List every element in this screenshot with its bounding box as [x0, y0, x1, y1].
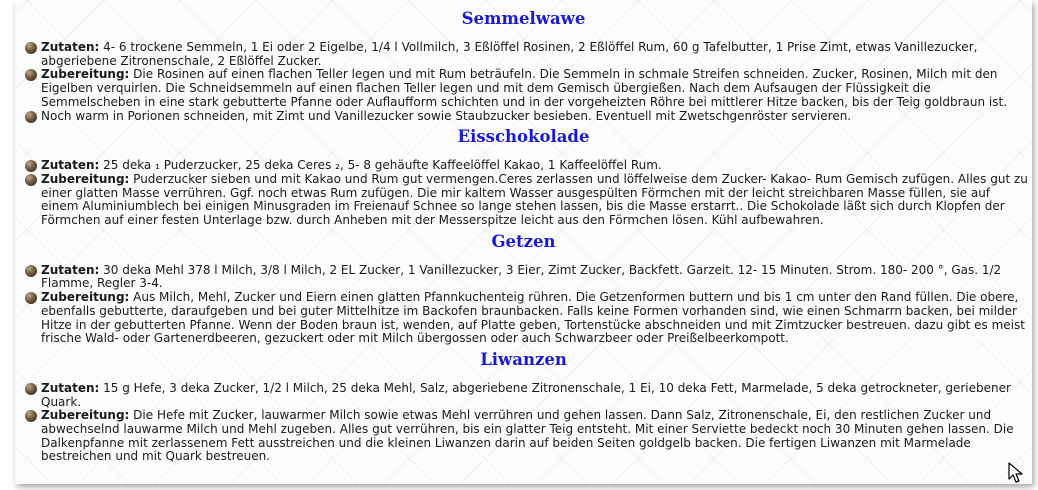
list-item: [15, 173, 1032, 228]
list-item: [15, 110, 1032, 124]
item-text: 30 deka Mehl 378 l Milch, 3/8 l Milch, 2 EL Zucker, 1 Vanillezucker, 3 Eier, Zimt Zucker, Backfett. Garzeit. 12- 15 Minuten. Strom. 180- 200 °, Gas. 1/2 Flamme, Regler 3-4.: [41, 262, 1002, 291]
item-text: Noch warm in Porionen schneiden, mit Zimt und Vanillezucker sowie Staubzucker besieben. Eventuell mit Zwetschgenröster servieren.: [41, 108, 852, 123]
item-label: Zutaten:: [41, 158, 100, 173]
item-label: Zubereitung:: [41, 67, 130, 82]
list-item: [15, 291, 1032, 346]
recipe-title-liwanzen: Liwanzen: [480, 349, 567, 369]
list-item: [15, 409, 1032, 464]
recipe-list-semmelwawe: [15, 41, 1032, 123]
mouse-cursor-icon: [1008, 462, 1024, 484]
list-item: [15, 382, 1032, 409]
bullet-icon: [25, 42, 37, 54]
item-text: 25 deka ₁ Puderzucker, 25 deka Ceres ₂, 5- 8 gehäufte Kaffeelöffel Kakao, 1 Kaffeelöffel Rum.: [99, 158, 662, 173]
item-label: Zubereitung:: [41, 408, 130, 423]
list-item: [15, 159, 1032, 173]
bullet-icon: [25, 383, 37, 395]
recipe-list-getzen: [15, 264, 1032, 346]
item-label: Zubereitung:: [41, 171, 130, 186]
item-label: Zutaten:: [41, 380, 100, 395]
bullet-icon: [25, 265, 37, 277]
list-item: [15, 264, 1032, 291]
item-text: Aus Milch, Mehl, Zucker und Eiern einen glatten Pfannkuchenteig rühren. Die Getzenformen buttern und bis 1 cm unter den Rand füllen. Die obere, ebenfalls gebutterte, daraufgeben und bei guter Mittelhitze im Backofen braunbacken. Falls keine Formen vorhanden sind, wie einen Schmarrn backen, bei milder Hitze in der gebutterten Pfanne. Wenn der Boden braun ist, wenden, auf Platte geben, Tortenstücke abschneiden und mit Zimtzucker bestreuen. dazu gibt es meist frische Wald- oder Gartenerdbeeren, gezuckert oder mit Milch übergossen oder auch Schwarzbeer oder Preißelbeerkompott.: [41, 290, 1025, 346]
bullet-icon: [25, 174, 37, 186]
bullet-icon: [25, 410, 37, 422]
item-label: Zutaten:: [41, 262, 100, 277]
item-text: Die Hefe mit Zucker, lauwarmer Milch sowie etwas Mehl verrühren und gehen lassen. Dann Salz, Zitronenschale, Ei, den restlichen Zucker und abwechselnd lauwarme Milch und Mehl zugeben. Alles gut verrühren, bis ein glatter Teig entsteht. Mit einer Serviette bedeckt noch 30 Minuten gehen lassen. Die Dalkenpfanne mit zerlassenem Fett ausstreichen und die kleinen Liwanzen darin auf beiden Seiten goldgelb backen. Die fertigen Liwanzen mit Marmelade bestreichen und mit Quark bestreuen.: [41, 408, 1014, 464]
recipe-page: [15, 0, 1032, 484]
list-item: [15, 41, 1032, 68]
bullet-icon: [25, 111, 37, 123]
bullet-icon: [25, 69, 37, 81]
item-text: 4- 6 trockene Semmeln, 1 Ei oder 2 Eigelbe, 1/4 l Vollmilch, 3 Eßlöffel Rosinen, 2 Eßlöffel Rum, 60 g Tafelbutter, 1 Prise Zimt, etwas Vanillezucker, abgeriebene Zitronenschale, 2 Eßlöffel Zucker.: [41, 40, 978, 68]
item-text: Puderzucker sieben und mit Kakao und Rum gut vermengen.Ceres zerlassen und löffelweise dem Zucker- Kakao- Rum Gemisch zufügen. Alles gut zu einer glatten Masse verrühren. Ggf. noch etwas Rum zufügen. Die mir kaltem Wasser ausgespülten Förmchen mit der leicht streichbaren Masse füllen, sie auf einem Aluminiumblech bei einigen Minusgraden im Freienauf Schnee so lange stehen lassen, bis die Masse erstarrt.. Die Schokolade läßt sich durch Klopfen der Förmchen auf einer festen Unterlage bzw. durch Anheben mit der Messerspitze leicht aus den Förmchen lösen. Kühl aufbewahren.: [41, 171, 1028, 228]
recipe-title-eisschokolade: Eisschokolade: [457, 127, 590, 147]
list-item: [15, 68, 1032, 109]
bullet-icon: [25, 292, 37, 304]
item-label: Zubereitung:: [41, 290, 130, 305]
bullet-icon: [25, 160, 37, 172]
item-label: Zutaten:: [41, 40, 100, 54]
recipe-list-eisschokolade: [15, 159, 1032, 228]
item-text: Die Rosinen auf einen flachen Teller legen und mit Rum beträufeln. Die Semmeln in schmale Streifen schneiden. Zucker, Rosinen, Milch mit den Eigelben verquirlen. Die Schneidsemmeln auf einen flachen Teller legen und mit dem Gemisch übergießen. Nach dem Aufsaugen der Flüssigkeit die Semmelscheben in eine stark gebutterte Pfanne oder Auflaufform schichten und in der vorgeheizten Röhre bei mittlerer Hitze backen, bis der Teig goldbraun ist.: [41, 67, 1008, 109]
item-text: 15 g Hefe, 3 deka Zucker, 1/2 l Milch, 25 deka Mehl, Salz, abgeriebene Zitronenschale, 1 Ei, 10 deka Fett, Marmelade, 5 deka getrockneter, geriebener Quark.: [41, 380, 1011, 409]
recipe-list-liwanzen: [15, 382, 1032, 464]
recipe-title-semmelwawe: Semmelwawe: [461, 9, 586, 28]
recipe-title-getzen: Getzen: [491, 231, 556, 251]
